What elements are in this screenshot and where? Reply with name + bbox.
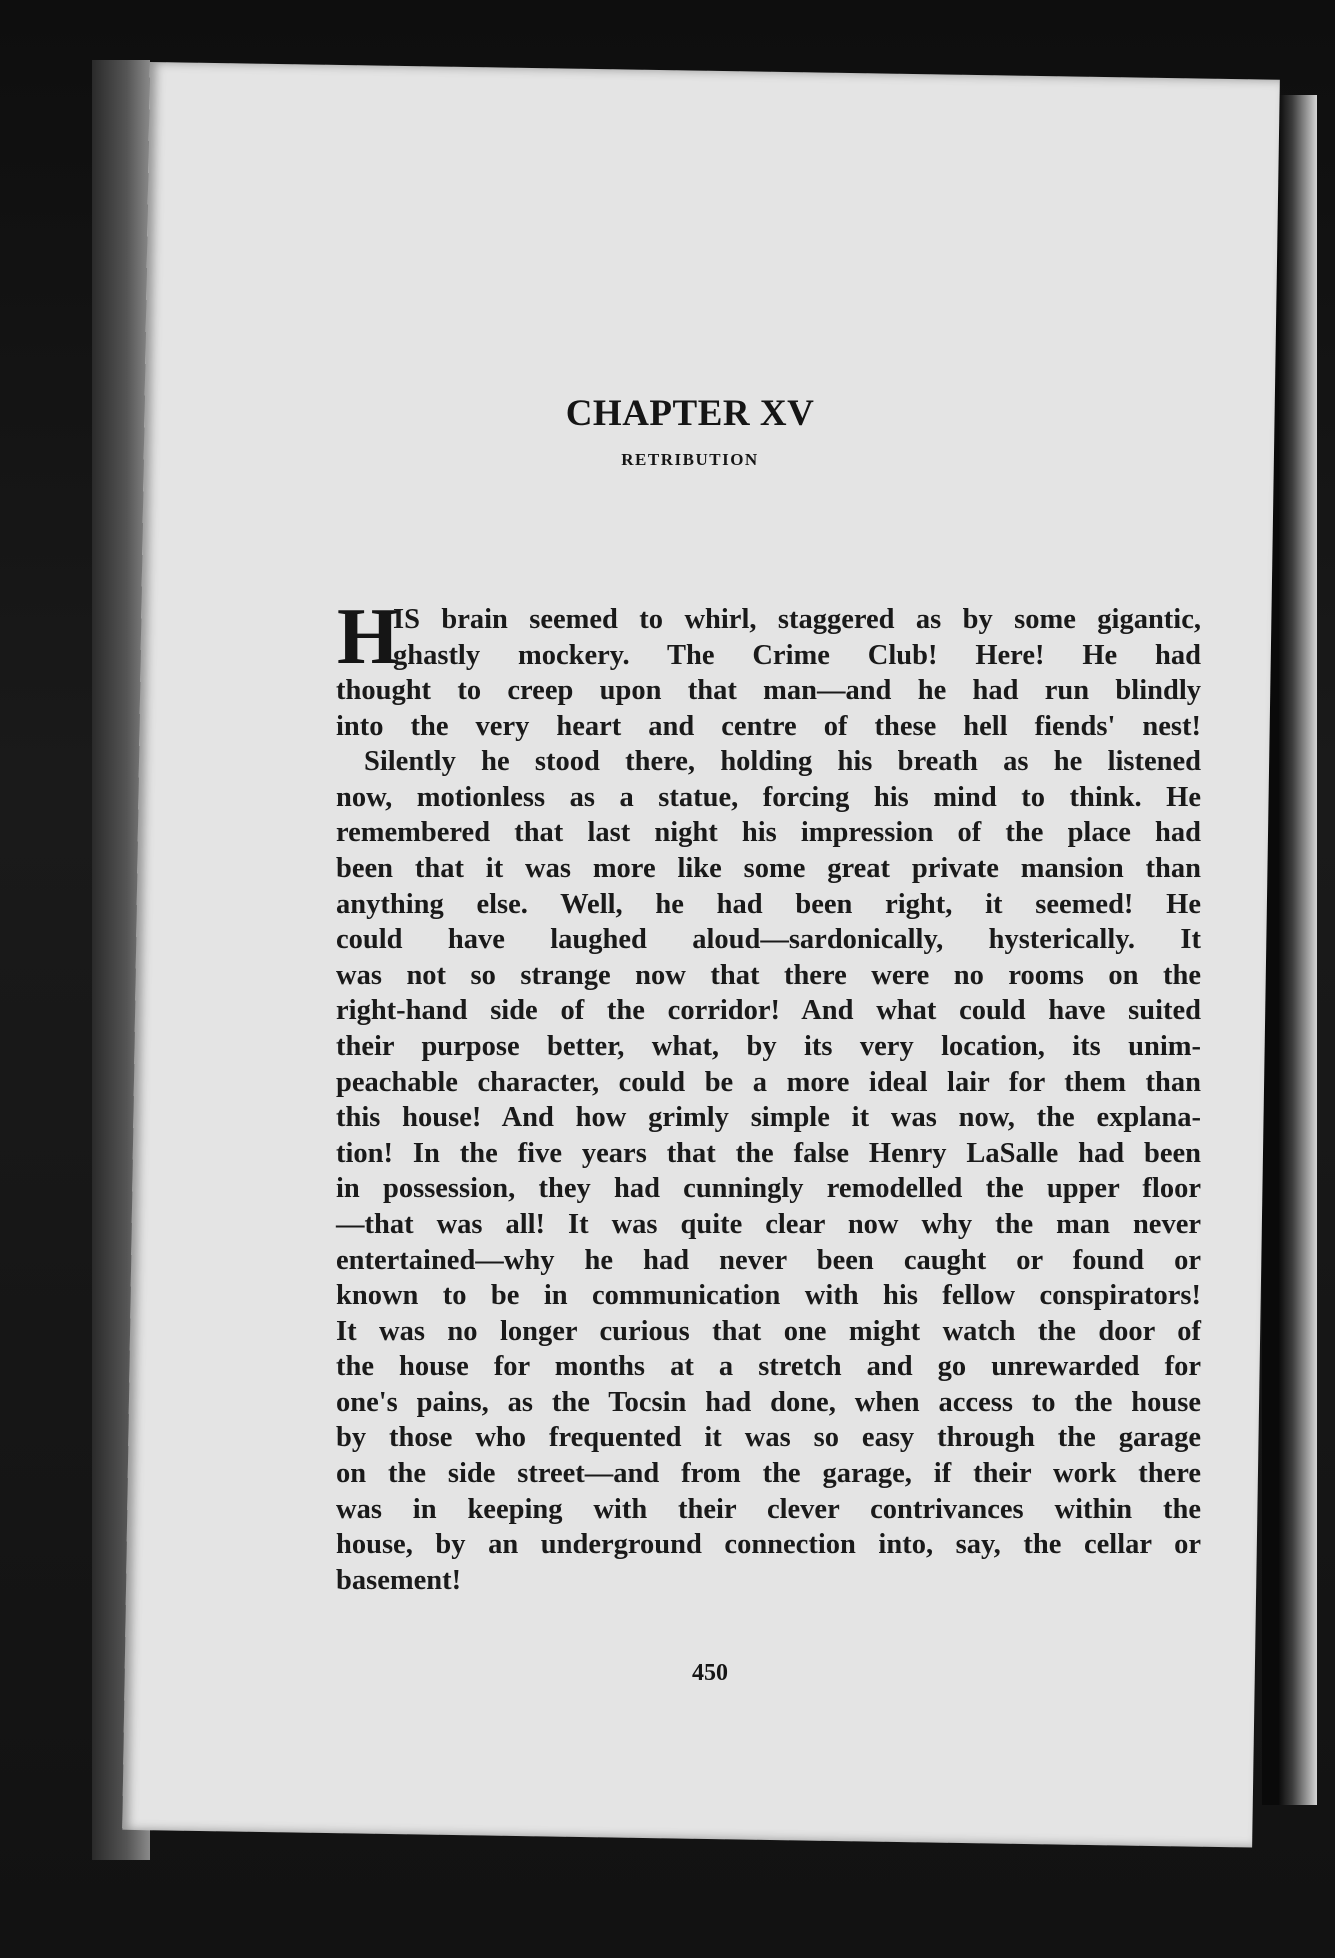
text-line: Silently he stood there, holding his breath as he listened bbox=[364, 746, 1201, 778]
text-line: —that was all! It was quite clear now why the man never bbox=[336, 1208, 1201, 1240]
text-line: on the side street—and from the garage, if their work there bbox=[336, 1458, 1201, 1490]
text-line: anything else. Well, he had been right, it seemed! He bbox=[336, 888, 1201, 920]
text-line: this house! And how grimly simple it was now, the explana- bbox=[336, 1102, 1201, 1134]
text-line: could have laughed aloud—sardonically, hysterically. It bbox=[336, 924, 1201, 956]
text-line: IS brain seemed to whirl, staggered as by some gigantic, bbox=[393, 604, 1201, 635]
text-line: into the very heart and centre of these hell fiends' nest! bbox=[336, 710, 1201, 742]
body-text bbox=[336, 673, 1201, 1598]
text-line: by those who frequented it was so easy through the garage bbox=[336, 1422, 1201, 1454]
text-line: was in keeping with their clever contrivances within the bbox=[336, 1493, 1201, 1525]
text-line: been that it was more like some great private mansion than bbox=[336, 852, 1201, 884]
text-line: in possession, they had cunningly remodelled the upper floor bbox=[336, 1173, 1201, 1205]
chapter-subtitle: RETRIBUTION bbox=[621, 450, 759, 469]
text-line: the house for months at a stretch and go unrewarded for bbox=[336, 1351, 1201, 1383]
chapter-title: CHAPTER XV bbox=[565, 393, 815, 434]
text-line: basement! bbox=[336, 1564, 462, 1596]
text-line: one's pains, as the Tocsin had done, when access to the house bbox=[336, 1386, 1201, 1418]
text-line: their purpose better, what, by its very location, its unim- bbox=[336, 1030, 1201, 1062]
text-line: tion! In the five years that the false Henry LaSalle had been bbox=[336, 1137, 1201, 1169]
text-line: house, by an underground connection into, say, the cellar or bbox=[336, 1529, 1201, 1561]
text-line: thought to creep upon that man—and he had run blindly bbox=[336, 675, 1201, 706]
drop-cap: H bbox=[337, 593, 400, 681]
text-line: entertained—why he had never been caught or found or bbox=[336, 1244, 1201, 1276]
text-line: It was no longer curious that one might watch the door of bbox=[336, 1315, 1201, 1347]
text-line: now, motionless as a statue, forcing his mind to think. He bbox=[336, 781, 1201, 813]
text-line: right-hand side of the corridor! And what could have suited bbox=[336, 995, 1201, 1027]
page-number: 450 bbox=[692, 1660, 728, 1686]
text-line: peachable character, could be a more ideal lair for them than bbox=[336, 1066, 1201, 1098]
text-line: remembered that last night his impression of the place had bbox=[336, 817, 1201, 849]
opening-lines bbox=[393, 602, 1201, 673]
text-line: was not so strange now that there were no rooms on the bbox=[336, 959, 1201, 991]
text-line: known to be in communication with his fellow conspirators! bbox=[336, 1280, 1201, 1312]
text-line: ghastly mockery. The Crime Club! Here! He had bbox=[393, 639, 1201, 671]
